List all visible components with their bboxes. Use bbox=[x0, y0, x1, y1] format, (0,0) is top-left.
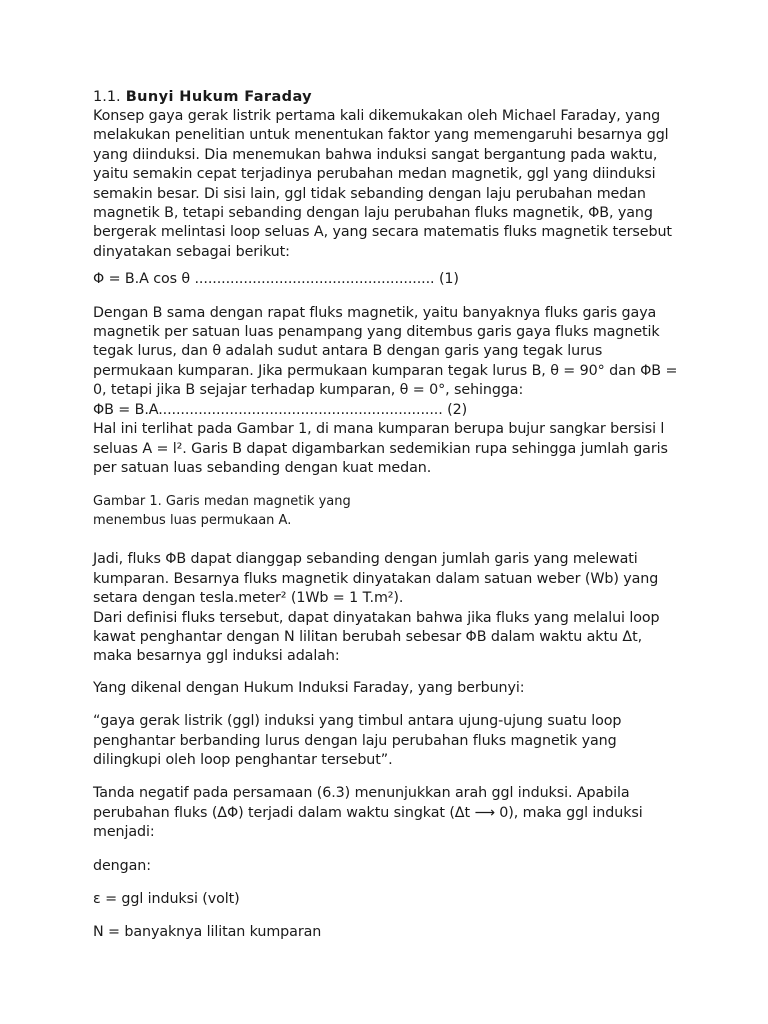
paragraph-intro: Konsep gaya gerak listrik pertama kali dikemukakan oleh Michael Faraday, yang melakukan penelitian untuk menentukan faktor yang memengaruhi besarnya ggl yang diinduksi. Dia menemukan bahwa induksi sangat bergantung pada waktu, yaitu semakin cepat terjadinya perubahan medan magnetik, ggl yang diinduksi semakin besar. Di sisi lain, ggl tidak sebanding dengan laju perubahan medan magnetik B, tetapi sebanding dengan laju perubahan fluks magnetik, ΦB, yang bergerak melintasi loop seluas A, yang secara matematis fluks magnetik tersebut dinyatakan sebagai berikut: bbox=[93, 108, 672, 260]
definition-n: N = banyaknya lilitan kumparan bbox=[93, 924, 322, 941]
faraday-law-quote: “gaya gerak listrik (ggl) induksi yang timbul antara ujung-ujung suatu loop penghantar berbanding lurus dengan laju perubahan fluks magnetik yang dilingkupi oleh loop penghantar tersebut”. bbox=[93, 713, 622, 768]
paragraph-definisi: Dari definisi fluks tersebut, dapat dinyatakan bahwa jika fluks yang melalui loop kawat penghantar dengan N lilitan berubah sebesar ΦB dalam waktu aktu Δt, maka besarnya ggl induksi adalah: bbox=[93, 609, 660, 665]
caption-line-2: menembus luas permukaan A. bbox=[93, 513, 292, 529]
section-number: 1.1. bbox=[93, 89, 121, 105]
paragraph-tanda-negatif: Tanda negatif pada persamaan (6.3) menunjukkan arah ggl induksi. Apabila perubahan fluks (ΔΦ) terjadi dalam waktu singkat (Δt ⟶ 0), maka ggl induksi menjadi: bbox=[93, 785, 643, 841]
equation-1: Φ = B.A cos θ ...................................................... (1) bbox=[93, 271, 459, 288]
section-title: Bunyi Hukum Faraday bbox=[125, 89, 313, 105]
paragraph-gambar: Hal ini terlihat pada Gambar 1, di mana kumparan berupa bujur sangkar bersisi l seluas A = l². Garis B dapat digambarkan sedemikian rupa sehingga jumlah garis per satuan luas sebanding dengan kuat medan. bbox=[93, 421, 668, 476]
figure-caption bbox=[93, 492, 383, 530]
paragraph-dengan: dengan: bbox=[93, 857, 151, 874]
caption-line-1: Gambar 1. Garis medan magnetik yang bbox=[93, 494, 351, 510]
section-heading bbox=[93, 88, 683, 107]
paragraph-yang-dikenal: Yang dikenal dengan Hukum Induksi Faraday, yang berbunyi: bbox=[93, 679, 525, 696]
paragraph-jadi: Jadi, fluks ΦB dapat dianggap sebanding dengan jumlah garis yang melewati kumparan. Besarnya fluks magnetik dinyatakan dalam satuan weber (Wb) yang setara dengan tesla.meter² (1Wb = 1 T.m²). bbox=[93, 551, 659, 607]
paragraph-explain-b: Dengan B sama dengan rapat fluks magnetik, yaitu banyaknya fluks garis gaya magnetik per satuan luas penampang yang ditembus garis gaya fluks magnetik tegak lurus, dan θ adalah sudut antara B dengan garis yang tegak lurus permukaan kumparan. Jika permukaan kumparan tegak lurus B, θ = 90° dan ΦB = 0, tetapi jika B sejajar terhadap kumparan, θ = 0°, sehingga: bbox=[93, 304, 678, 399]
equation-2: ΦB = B.A................................................................ (2) bbox=[93, 401, 468, 418]
definition-epsilon: ε = ggl induksi (volt) bbox=[93, 891, 240, 907]
document-page bbox=[93, 88, 683, 943]
